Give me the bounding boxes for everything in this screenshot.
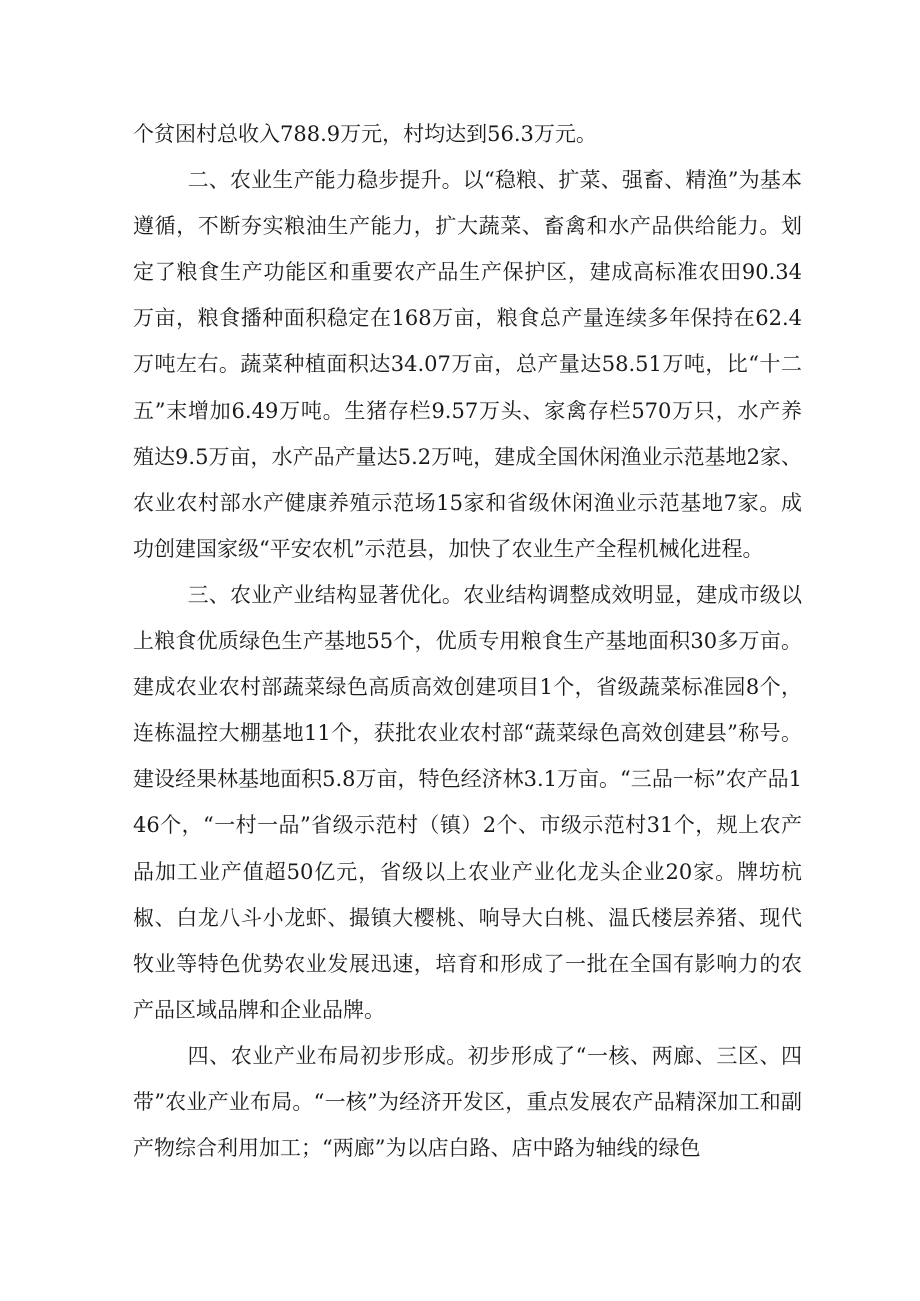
paragraph-2: 二、农业生产能力稳步提升。以“稳粮、扩菜、强畜、精渔”为基本遵循，不断夯实粮油生产能力，扩大蔬菜、畜禽和水产品供给能力。划定了粮食生产功能区和重要农产品生产保护区，建成高标准农田90.34万亩，粮食播种面积稳定在168万亩，粮食总产量连续多年保持在62.4万吨左右。蔬菜种植面积达34.07万亩，总产量达58.51万吨，比“十二五”末增加6.49万吨。生猪存栏9.57万头、家禽存栏570万只，水产养殖达9.5万亩，水产品产量达5.2万吨，建成全国休闲渔业示范基地2家、农业农村部水产健康养殖示范场15家和省级休闲渔业示范基地7家。成功创建国家级“平安农机”示范县，加快了农业生产全程机械化进程。 (133, 168, 802, 561)
paragraph-4: 四、农业产业布局初步形成。初步形成了“一核、两廊、三区、四带”农业产业布局。“一核”为经济开发区，重点发展农产品精深加工和副产物综合利用加工；“两廊”为以店白路、店中路为轴线的绿色 (133, 1043, 802, 1161)
paragraph-3: 三、农业产业结构显著优化。农业结构调整成效明显，建成市级以上粮食优质绿色生产基地55个，优质专用粮食生产基地面积30多万亩。建成农业农村部蔬菜绿色高质高效创建项目1个，省级蔬菜标准园8个，连栋温控大棚基地11个，获批农业农村部“蔬菜绿色高效创建县”称号。建设经果林基地面积5.8万亩，特色经济林3.1万亩。“三品一标”农产品146个，“一村一品”省级示范村（镇）2个、市级示范村31个，规上农产品加工业产值超50亿元，省级以上农业产业化龙头企业20家。牌坊杭椒、白龙八斗小龙虾、撮镇大樱桃、响导大白桃、温氏楼层养猪、现代牧业等特色优势农业发展迅速，培育和形成了一批在全国有影响力的农产品区域品牌和企业品牌。 (133, 582, 802, 1022)
paragraph-1: 个贫困村总收入788.9万元，村均达到56.3万元。 (133, 122, 597, 146)
